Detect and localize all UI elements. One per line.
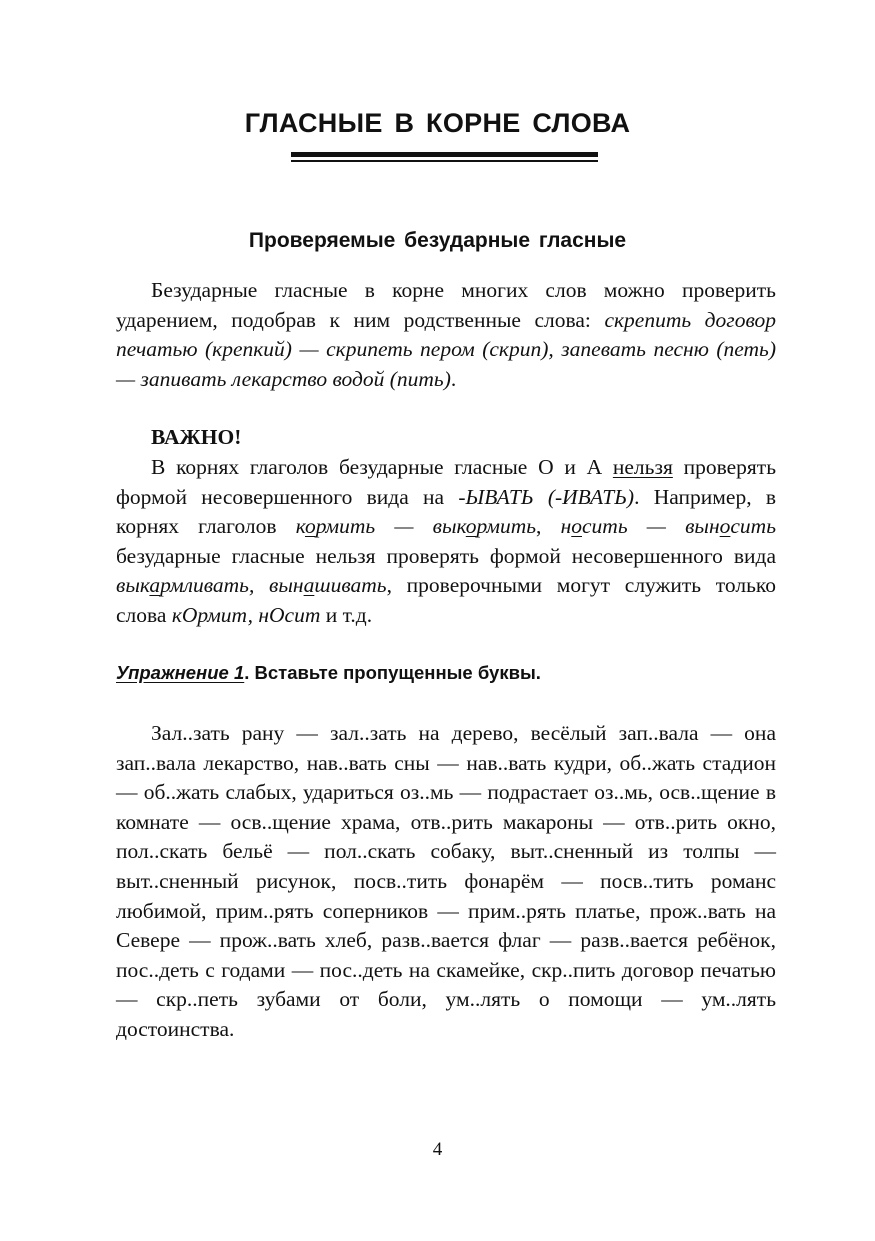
page-number: 4: [432, 1139, 443, 1160]
example-kormit: кормить — выкормить: [295, 514, 537, 539]
comma: ,: [536, 514, 561, 539]
important-text-4: безударные гласные нельзя проверять формой несовершенного вида: [116, 543, 776, 568]
exercise-label: Упражнение 1: [116, 662, 245, 683]
title-rule-thin: [291, 160, 598, 162]
important-text-3: . Например, в корнях глаголов: [116, 484, 776, 539]
important-text-2: проверять формой несовершенного вида на: [116, 455, 776, 509]
exercise-heading: [116, 662, 776, 684]
example-check-words: кОрмит, нОсит: [171, 602, 321, 627]
example-imperfective: выкармливать, вынашивать: [116, 573, 387, 598]
intro-end: .: [450, 366, 457, 391]
intro-text: Безударные гласные в корне многих слов можно проверить ударением, подобрав к ним родственные слова:: [116, 278, 776, 332]
important-paragraph: [116, 453, 776, 631]
chapter-title: ГЛАСНЫЕ В КОРНЕ СЛОВА: [244, 108, 631, 138]
title-rule-thick: [291, 152, 598, 157]
section-title: Проверяемые безударные гласные: [248, 229, 627, 252]
example-nosit: носить — выносить: [560, 514, 776, 539]
important-text-5: , проверочными могут служить только слова: [116, 573, 776, 627]
exercise-text: Зал..зать рану — зал..зать на дерево, весёлый зап..вала — она зап..вала лекарство, нав..вать сны — нав..вать кудри, об..жать стадион — об..жать слабых, удариться оз..мь — подрастает оз..мь, осв..щение в комнате — осв..щение храма, отв..рить макароны — отв..рить окно, пол..скать бельё — пол..скать собаку, выт..сненный из толпы — выт..сненный рисунок, посв..тить фонарём — посв..тить романс любимой, прим..рять соперников — прим..рять платье, прож..вать на Севере — прож..вать хлеб, разв..вается флаг — разв..вается ребёнок, пос..деть с годами — пос..деть на скамейке, скр..пить договор печатью — скр..петь зубами от боли, ум..лять о помощи — ум..лять достоинства.: [116, 721, 776, 1041]
intro-paragraph: [116, 276, 776, 394]
important-text-1: В корнях глаголов безударные гласные О и А: [151, 455, 613, 479]
important-heading: ВАЖНО!: [151, 425, 242, 449]
suffix-examples: -ЫВАТЬ (-ИВАТЬ): [458, 484, 635, 509]
emphasis-forbidden: нельзя: [612, 455, 673, 479]
important-text-6: и т.д.: [320, 602, 373, 627]
exercise-instruction: . Вставьте пропущенные буквы.: [244, 662, 541, 683]
intro-examples: скрепить договор печатью (крепкий) — скрипеть пером (скрип), запевать песню (петь) — запивать лекарство водой (пить): [116, 307, 776, 391]
